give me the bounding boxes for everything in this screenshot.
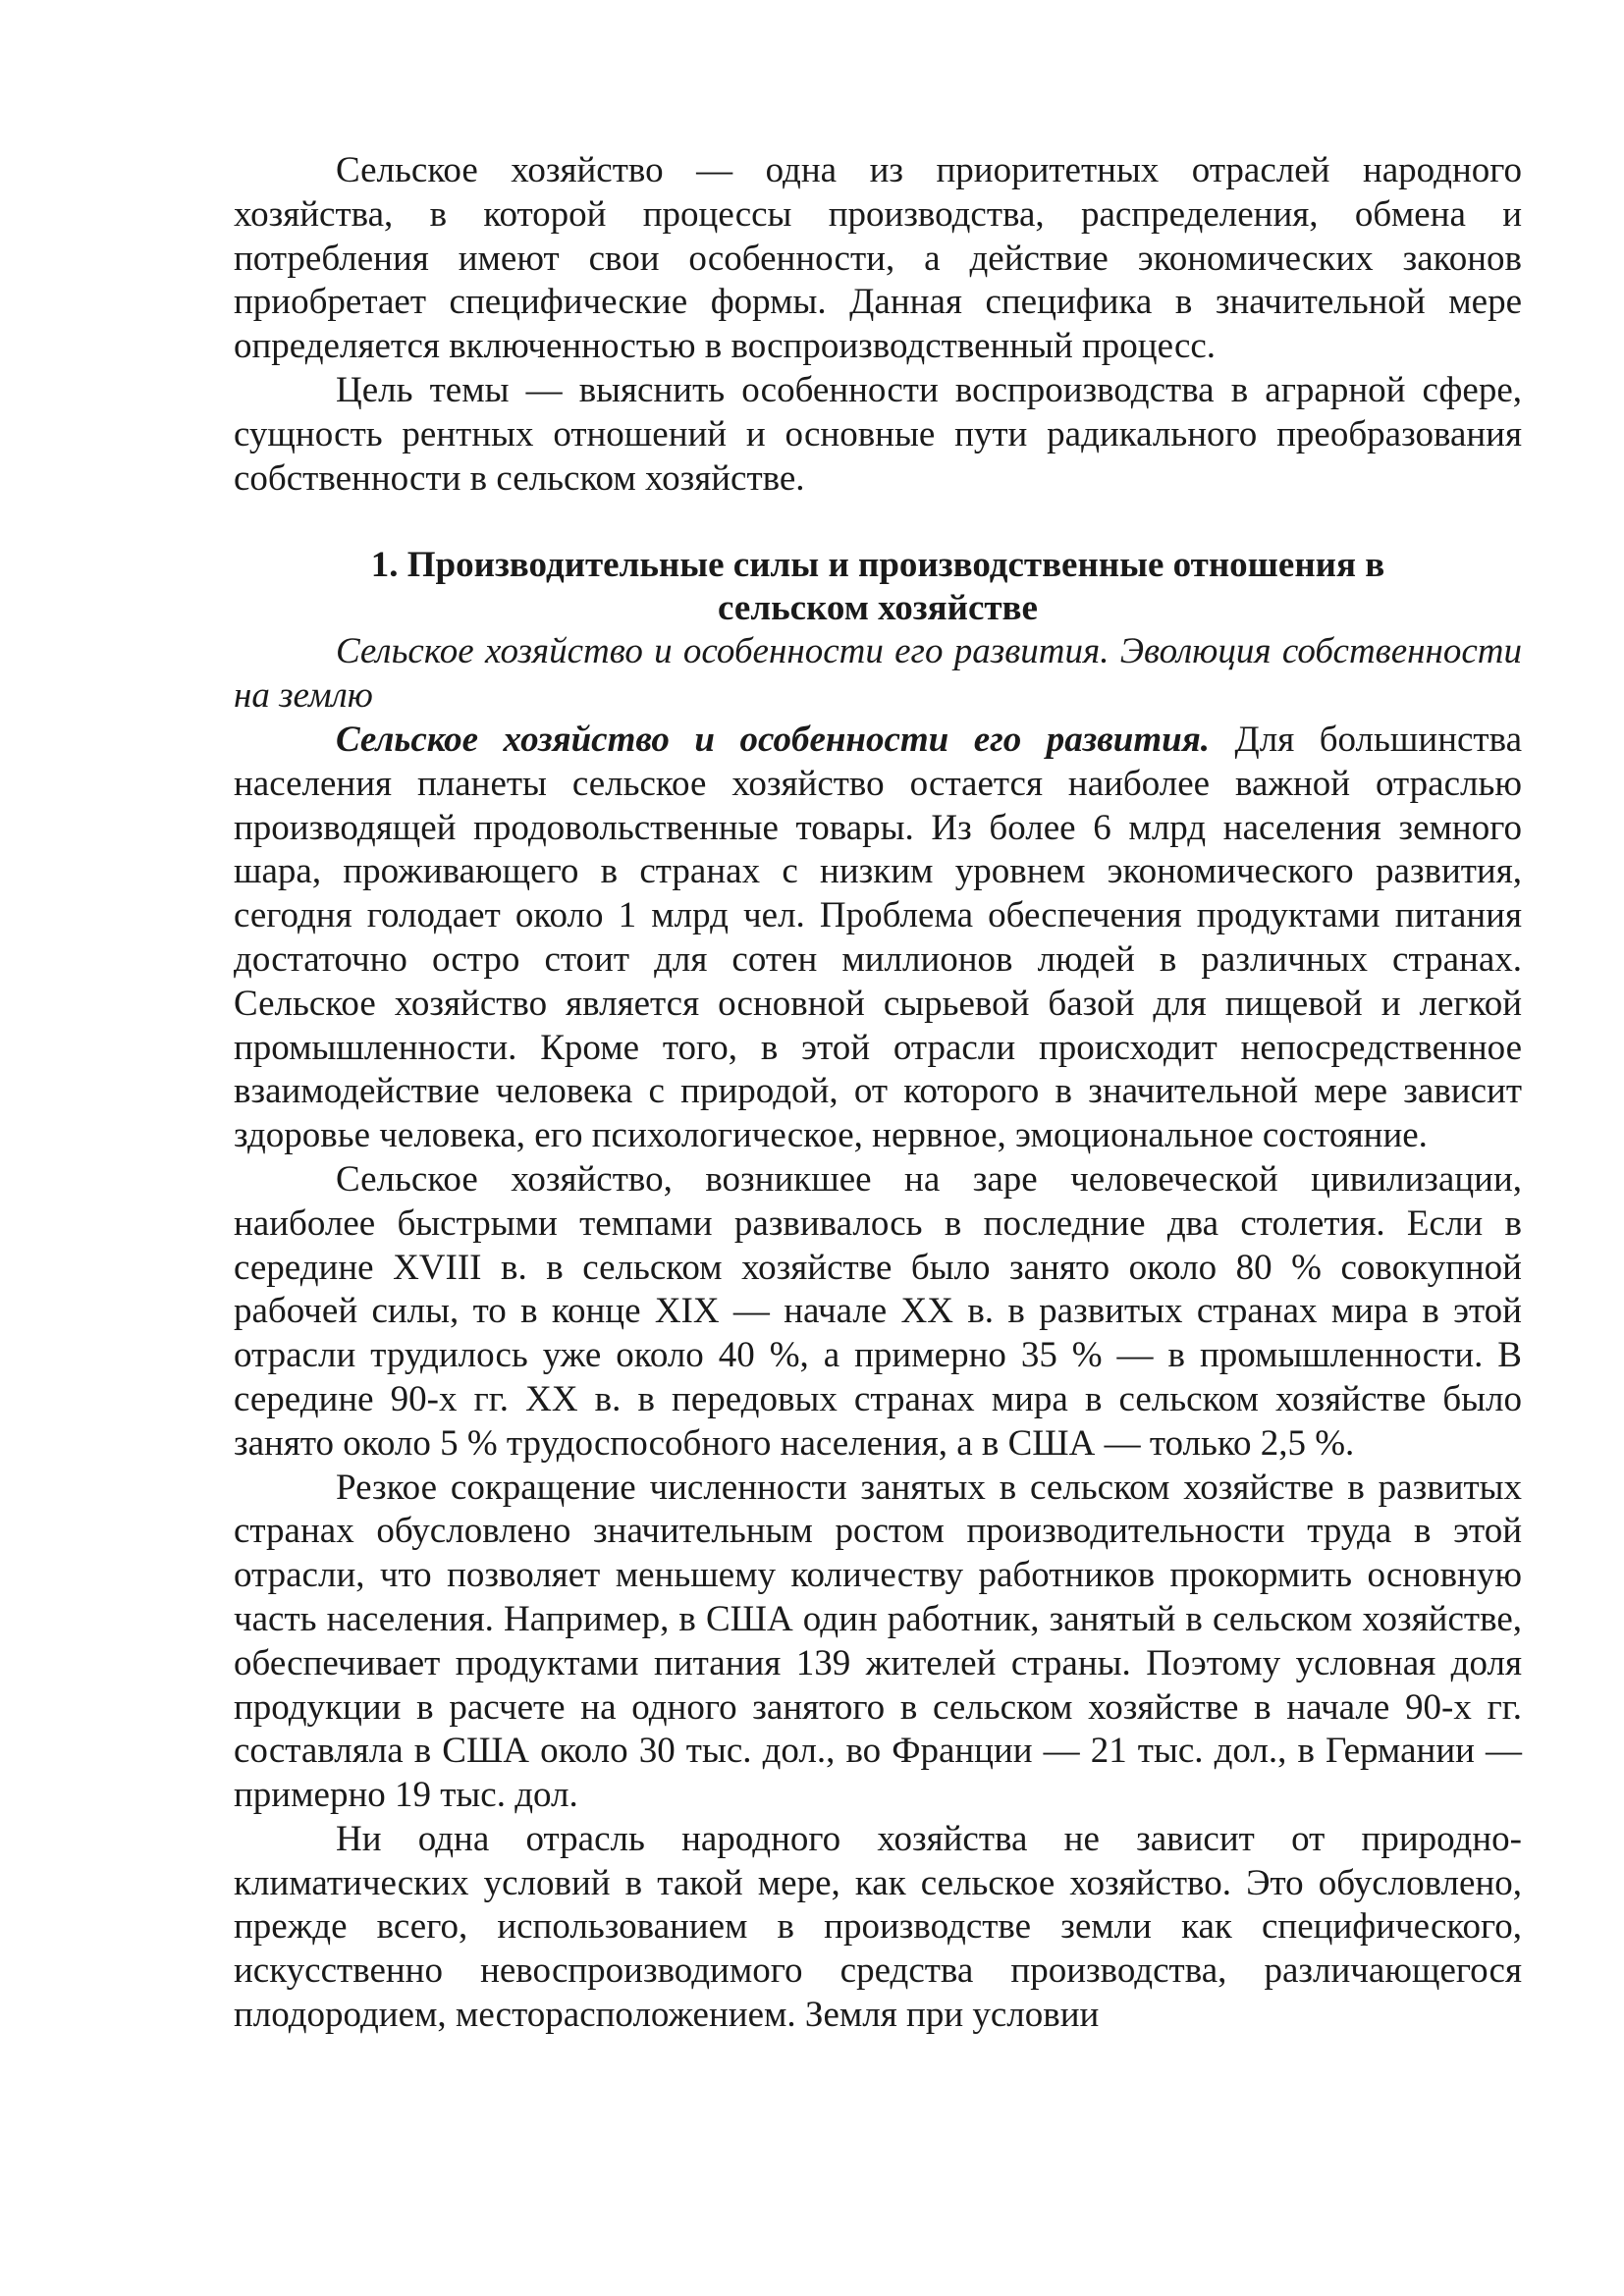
intro-paragraph-1: Сельское хозяйство — одна из приоритетных отраслей народного хозяйства, в которой процессы производства, распределения, обмена и потребления имеют свои особенности, а действие экономических законов приобретает специфические формы. Данная специфика в значительной мере определяется включенностью в воспроизводственный процесс. (234, 150, 1522, 367)
paragraph-1-body: Для большинства населения планеты сельское хозяйство остается наиболее важной отраслью производящей продовольственные товары. Из более 6 млрд населения земного шара, проживающего в странах с низким уровнем экономического развития, сегодня голодает около 1 млрд чел. Проблема обеспечения продуктами питания достаточно остро стоит для сотен миллионов людей в различных странах. Сельское хозяйство является основной сырьевой базой для пищевой и легкой промышленности. Кроме того, в этой отрасли происходит непосредственное взаимодействие человека с природой, от которого в значительной мере зависит здоровье человека, его психологическое, нервное, эмоциональное состояние. (234, 719, 1522, 1156)
section-heading: 1. Производительные силы и производственные отношения в сельском хозяйстве (370, 545, 1385, 629)
paragraph-1-lead: Сельское хозяйство и особенности его развития. (336, 719, 1211, 760)
paragraph-4: Ни одна отрасль народного хозяйства не зависит от природно-климатических условий в такой мере, как сельское хозяйство. Это обусловлено, прежде всего, использованием в производстве земли как специфического, искусственно невоспроизводимого средства производства, различающегося плодородием, месторасположением. Земля при условии (234, 1818, 1522, 2036)
paragraph-2: Сельское хозяйство, возникшее на заре человеческой цивилизации, наиболее быстрыми темпами развивалось в последние два столетия. Если в середине XVIII в. в сельском хозяйстве было занято около 80 % совокупной рабочей силы, то в конце XIX — начале XX в. в развитых странах мира в этой отрасли трудилось уже около 40 %, а примерно 35 % — в промышленности. В середине 90-х гг. XX в. в передовых странах мира в сельском хозяйстве было занято около 5 % трудоспособного населения, а в США — только 2,5 %. (234, 1158, 1522, 1464)
paragraph-1 (234, 719, 1522, 1158)
document-page (234, 149, 1522, 2038)
paragraph-3: Резкое сокращение численности занятых в сельском хозяйстве в развитых странах обусловлено значительным ростом производительности труда в этой отрасли, что позволяет меньшему количеству работников прокормить основную часть населения. Например, в США один работник, занятый в сельском хозяйстве, обеспечивает продуктами питания 139 жителей страны. Поэтому условная доля продукции в расчете на одного занятого в сельском хозяйстве в начале 90-х гг. составляла в США около 30 тыс. дол., во Франции — 21 тыс. дол., в Германии — примерно 19 тыс. дол. (234, 1467, 1522, 1816)
intro-paragraph-2: Цель темы — выяснить особенности воспроизводства в аграрной сфере, сущность рентных отношений и основные пути радикального преобразования собственности в сельском хозяйстве. (234, 369, 1522, 499)
section-subtitle: Сельское хозяйство и особенности его развития. Эволюция собственности на землю (234, 631, 1522, 717)
